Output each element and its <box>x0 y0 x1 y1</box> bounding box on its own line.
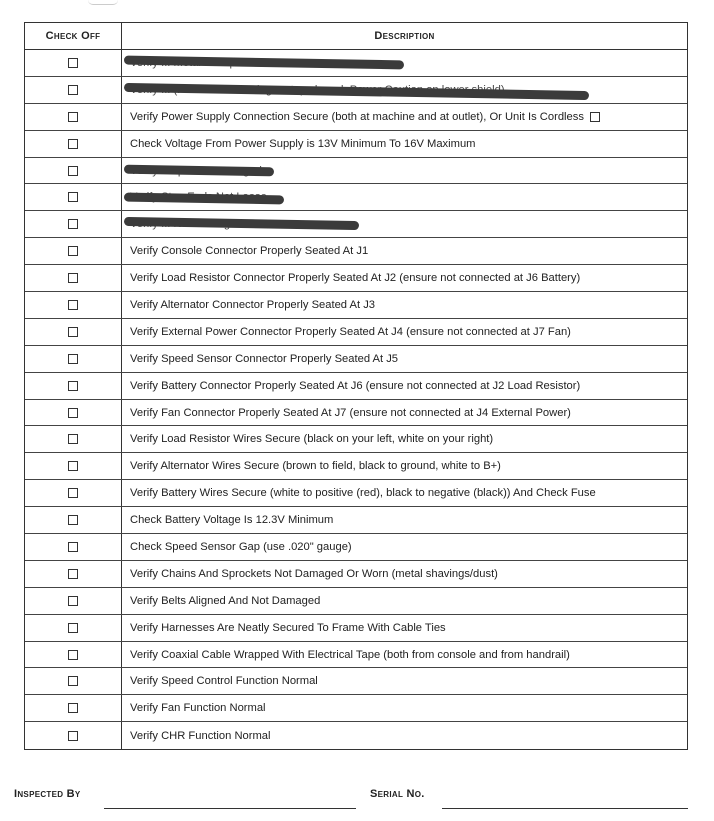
table-row <box>25 588 687 615</box>
table-row <box>25 184 687 211</box>
description-cell <box>122 238 687 264</box>
description-cell <box>122 642 687 668</box>
checklist-table <box>24 22 688 750</box>
check-off-checkbox[interactable] <box>68 219 78 229</box>
table-row <box>25 158 687 185</box>
checkbox-cell <box>25 480 122 506</box>
inspected-by-label: Inspected By <box>14 788 81 800</box>
description-text: Verify Chains And Sprockets Not Damaged Or Worn (metal shavings/dust) <box>130 567 498 580</box>
table-row <box>25 400 687 427</box>
table-row <box>25 507 687 534</box>
check-off-checkbox[interactable] <box>68 354 78 364</box>
check-off-checkbox[interactable] <box>68 192 78 202</box>
checkbox-cell <box>25 615 122 641</box>
description-text: Verify Power Supply Connection Secure (both at machine and at outlet), Or Unit Is Cordless <box>130 110 584 123</box>
checkbox-cell <box>25 534 122 560</box>
description-cell <box>122 722 687 749</box>
description-cell <box>122 211 687 237</box>
checkbox-cell <box>25 561 122 587</box>
description-cell <box>122 453 687 479</box>
checkbox-cell <box>25 158 122 184</box>
description-text: Verify Fan Connector Properly Seated At J7 (ensure not connected at J4 External Power) <box>130 406 571 419</box>
table-row <box>25 373 687 400</box>
checkbox-cell <box>25 265 122 291</box>
table-row <box>25 131 687 158</box>
checkbox-cell <box>25 642 122 668</box>
serial-no-line[interactable] <box>442 808 688 809</box>
check-off-checkbox[interactable] <box>68 327 78 337</box>
check-off-checkbox[interactable] <box>68 408 78 418</box>
table-row <box>25 480 687 507</box>
description-cell <box>122 292 687 318</box>
description-text: Verify Speed Control Function Normal <box>130 675 318 688</box>
checkbox-cell <box>25 668 122 694</box>
description-text: Verify CHR Function Normal <box>130 729 271 742</box>
table-row <box>25 426 687 453</box>
check-off-checkbox[interactable] <box>68 731 78 741</box>
description-cell <box>122 158 687 184</box>
description-text: Verify Battery Wires Secure (white to positive (red), black to negative (black)) And Check Fuse <box>130 487 596 500</box>
checkbox-cell <box>25 292 122 318</box>
table-body <box>25 50 687 749</box>
checkbox-cell <box>25 400 122 426</box>
check-off-checkbox[interactable] <box>68 542 78 552</box>
check-off-checkbox[interactable] <box>68 623 78 633</box>
check-off-checkbox[interactable] <box>68 461 78 471</box>
description-text: Verify Fan Function Normal <box>130 702 266 715</box>
description-text: Verify Harnesses Are Neatly Secured To Frame With Cable Ties <box>130 621 446 634</box>
description-cell <box>122 561 687 587</box>
description-cell <box>122 319 687 345</box>
checkbox-cell <box>25 426 122 452</box>
check-off-checkbox[interactable] <box>68 434 78 444</box>
check-off-checkbox[interactable] <box>68 139 78 149</box>
check-off-checkbox[interactable] <box>68 300 78 310</box>
checkbox-cell <box>25 184 122 210</box>
description-text: Verify Console Connector Properly Seated At J1 <box>130 245 369 258</box>
description-cell <box>122 507 687 533</box>
description-cell <box>122 50 687 76</box>
description-cell <box>122 77 687 103</box>
description-text: Verify Alternator Connector Properly Seated At J3 <box>130 298 376 311</box>
description-cell <box>122 426 687 452</box>
description-cell <box>122 104 687 130</box>
check-off-checkbox[interactable] <box>68 112 78 122</box>
description-text: Check Voltage From Power Supply is 13V Minimum To 16V Maximum <box>130 137 476 150</box>
table-row <box>25 211 687 238</box>
table-row <box>25 50 687 77</box>
description-text: Verify External Power Connector Properly Seated At J4 (ensure not connected at J7 Fan) <box>130 325 571 338</box>
checkbox-cell <box>25 238 122 264</box>
description-cell <box>122 400 687 426</box>
check-off-checkbox[interactable] <box>68 515 78 525</box>
checkbox-cell <box>25 50 122 76</box>
scan-artifact <box>88 0 118 5</box>
description-cell <box>122 480 687 506</box>
description-text: Check Speed Sensor Gap (use .020" gauge) <box>130 540 352 553</box>
description-cell <box>122 265 687 291</box>
checkbox-cell <box>25 211 122 237</box>
checkbox-cell <box>25 695 122 721</box>
checkbox-cell <box>25 507 122 533</box>
description-cell <box>122 534 687 560</box>
table-row <box>25 292 687 319</box>
inspected-by-line[interactable] <box>104 808 356 809</box>
check-off-checkbox[interactable] <box>68 650 78 660</box>
check-off-checkbox[interactable] <box>68 273 78 283</box>
description-cell <box>122 588 687 614</box>
checkbox-cell <box>25 373 122 399</box>
description-text: Verify Belts Aligned And Not Damaged <box>130 594 321 607</box>
description-cell <box>122 373 687 399</box>
table-row <box>25 722 687 749</box>
signature-footer <box>0 788 714 812</box>
header-check-off: Check Off <box>25 23 122 49</box>
checkbox-cell <box>25 131 122 157</box>
check-off-checkbox[interactable] <box>68 569 78 579</box>
checkbox-cell <box>25 319 122 345</box>
description-text: Verify Alternator Wires Secure (brown to field, black to ground, white to B+) <box>130 460 501 473</box>
checkbox-cell <box>25 346 122 372</box>
table-row <box>25 77 687 104</box>
description-cell <box>122 695 687 721</box>
check-off-checkbox[interactable] <box>68 703 78 713</box>
checkbox-cell <box>25 588 122 614</box>
check-off-checkbox[interactable] <box>68 488 78 498</box>
serial-no-label: Serial No. <box>370 788 425 800</box>
table-row <box>25 642 687 669</box>
checkbox-cell <box>25 722 122 749</box>
checkbox-cell <box>25 77 122 103</box>
table-row <box>25 561 687 588</box>
table-row <box>25 668 687 695</box>
table-row <box>25 453 687 480</box>
description-text: Verify Load Resistor Connector Properly Seated At J2 (ensure not connected at J6 Battery) <box>130 272 581 285</box>
description-cell <box>122 131 687 157</box>
table-row <box>25 319 687 346</box>
description-text: Verify Coaxial Cable Wrapped With Electrical Tape (both from console and from handrail) <box>130 648 570 661</box>
check-off-checkbox[interactable] <box>68 596 78 606</box>
checkbox-cell <box>25 104 122 130</box>
check-off-checkbox[interactable] <box>68 676 78 686</box>
description-text: Check Battery Voltage Is 12.3V Minimum <box>130 514 334 527</box>
cordless-checkbox[interactable] <box>590 112 600 122</box>
checkbox-cell <box>25 453 122 479</box>
table-row <box>25 695 687 722</box>
header-description: Description <box>374 30 435 42</box>
description-cell <box>122 346 687 372</box>
description-cell <box>122 184 687 210</box>
table-row <box>25 615 687 642</box>
description-text: Verify Speed Sensor Connector Properly Seated At J5 <box>130 352 399 365</box>
check-off-checkbox[interactable] <box>68 166 78 176</box>
check-off-checkbox[interactable] <box>68 246 78 256</box>
table-row <box>25 265 687 292</box>
table-row <box>25 346 687 373</box>
check-off-checkbox[interactable] <box>68 381 78 391</box>
check-off-checkbox[interactable] <box>68 85 78 95</box>
table-row <box>25 534 687 561</box>
description-text: Verify Battery Connector Properly Seated At J6 (ensure not connected at J2 Load Resistor) <box>130 379 581 392</box>
table-row <box>25 238 687 265</box>
description-cell <box>122 668 687 694</box>
table-header <box>25 23 687 50</box>
description-text: Verify Load Resistor Wires Secure (black on your left, white on your right) <box>130 433 494 446</box>
check-off-checkbox[interactable] <box>68 58 78 68</box>
description-cell <box>122 615 687 641</box>
table-row <box>25 104 687 131</box>
